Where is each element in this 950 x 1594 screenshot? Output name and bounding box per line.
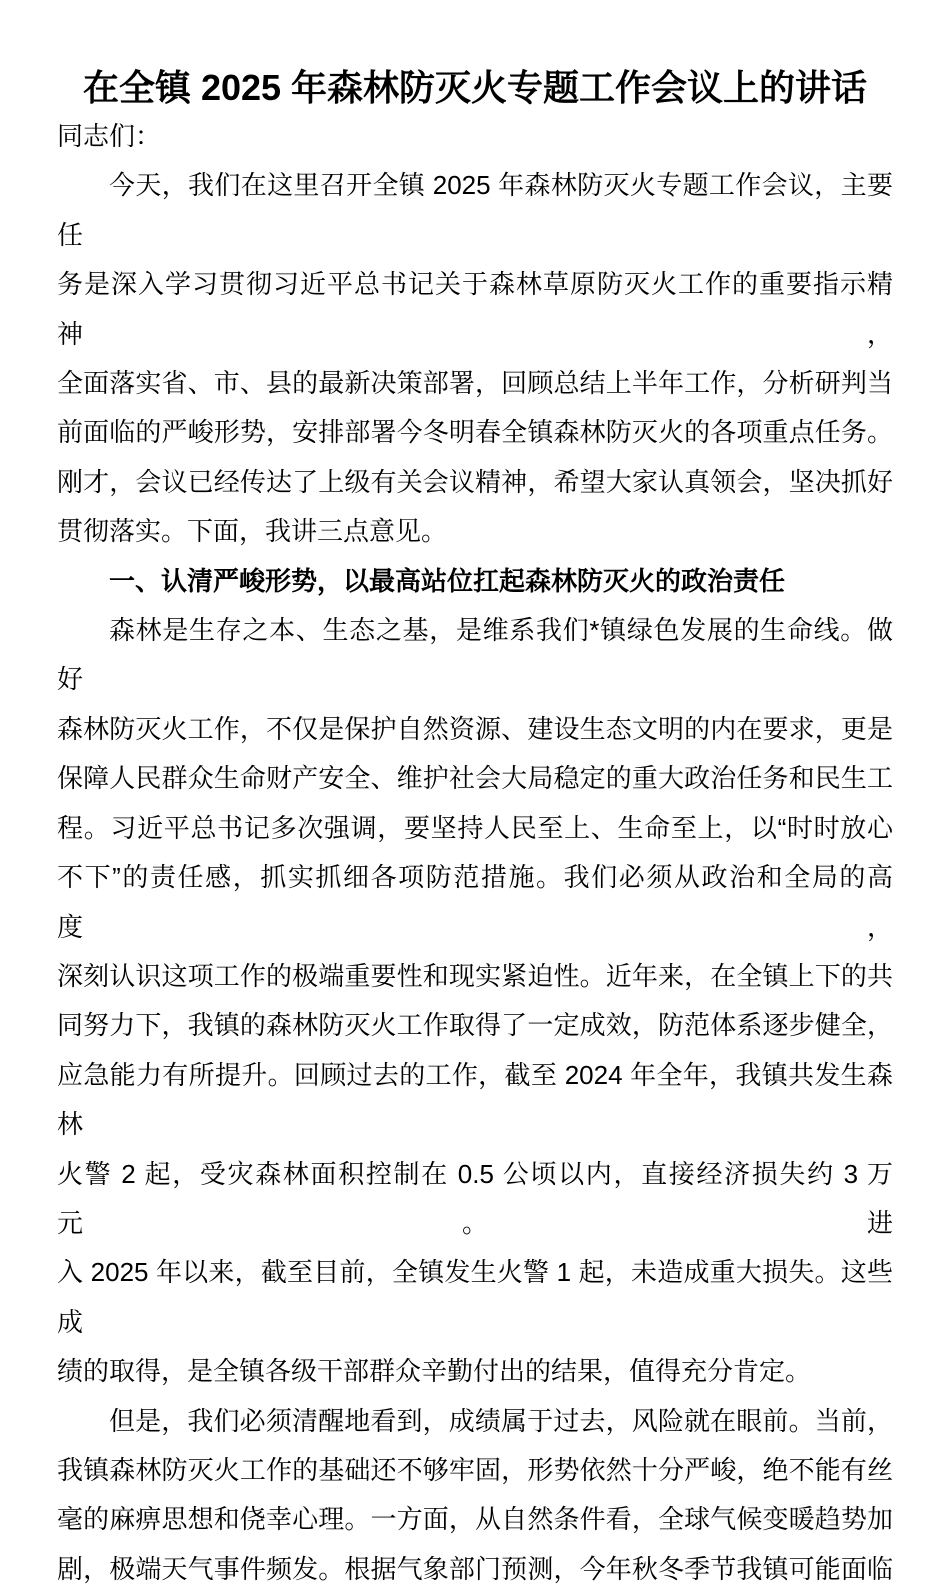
text-line: 全面落实省、市、县的最新决策部署，回顾总结上半年工作，分析研判当 [57,368,893,399]
text-line: 应急能力有所提升。回顾过去的工作，截至 2024 年全年，我镇共发生森林 [57,1059,893,1140]
text-line: 刚才，会议已经传达了上级有关会议精神，希望大家认真领会，坚决抓好 [57,466,893,497]
text-line: 一、认清严峻形势，以最高站位扛起森林防灭火的政治责任 [109,565,786,596]
text-line: 但是，我们必须清醒地看到，成绩属于过去，风险就在眼前。当前， [109,1405,893,1436]
text-line: 毫的麻痹思想和侥幸心理。一方面，从自然条件看，全球气候变暖趋势加 [57,1504,893,1535]
paragraph-body [57,1397,893,1594]
text-line: 今天，我们在这里召开全镇 2025 年森林防灭火专题工作会议，主要任 [57,170,893,250]
text-line: 森林是生存之本、生态之基，是维系我们*镇绿色发展的生命线。做好 [57,615,893,695]
text-line: 保障人民群众生命财产安全、维护社会大局稳定的重大政治任务和民生工 [57,763,893,794]
paragraph-salutation [57,112,893,161]
text-line: 程。习近平总书记多次强调，要坚持人民至上、生命至上，以“时时放心 [57,812,893,843]
paragraph-body [57,606,893,1397]
document-page [0,66,950,1584]
document-title: 在全镇 2025 年森林防灭火专题工作会议上的讲话 [82,67,868,108]
text-line: 不下”的责任感，抓实抓细各项防范措施。我们必须从政治和全局的高度， [57,862,893,942]
text-line: 我镇森林防灭火工作的基础还不够牢固，形势依然十分严峻，绝不能有丝 [57,1454,893,1485]
paragraph-body [57,161,893,556]
text-line: 绩的取得，是全镇各级干部群众辛勤付出的结果，值得充分肯定。 [57,1356,812,1387]
paragraph-heading [57,557,893,606]
text-line: 剧，极端天气事件频发。根据气象部门预测，今年秋冬季节我镇可能面临 [57,1553,893,1584]
document-body [57,112,893,1594]
text-line: 务是深入学习贯彻习近平总书记关于森林草原防灭火工作的重要指示精神， [57,269,893,349]
text-line: 火警 2 起，受灾森林面积控制在 0.5 公顷以内，直接经济损失约 3 万元。进 [57,1158,893,1238]
text-line: 深刻认识这项工作的极端重要性和现实紧迫性。近年来，在全镇上下的共 [57,960,893,991]
text-line: 同志们： [57,121,162,151]
text-line: 入 2025 年以来，截至目前，全镇发生火警 1 起，未造成重大损失。这些成 [57,1257,893,1337]
text-line: 同努力下，我镇的森林防灭火工作取得了一定成效，防范体系逐步健全， [57,1010,893,1041]
text-line: 前面临的严峻形势，安排部署今冬明春全镇森林防灭火的各项重点任务。 [57,417,893,448]
text-line: 森林防灭火工作，不仅是保护自然资源、建设生态文明的内在要求，更是 [57,713,893,744]
text-line: 贯彻落实。下面，我讲三点意见。 [57,516,448,547]
